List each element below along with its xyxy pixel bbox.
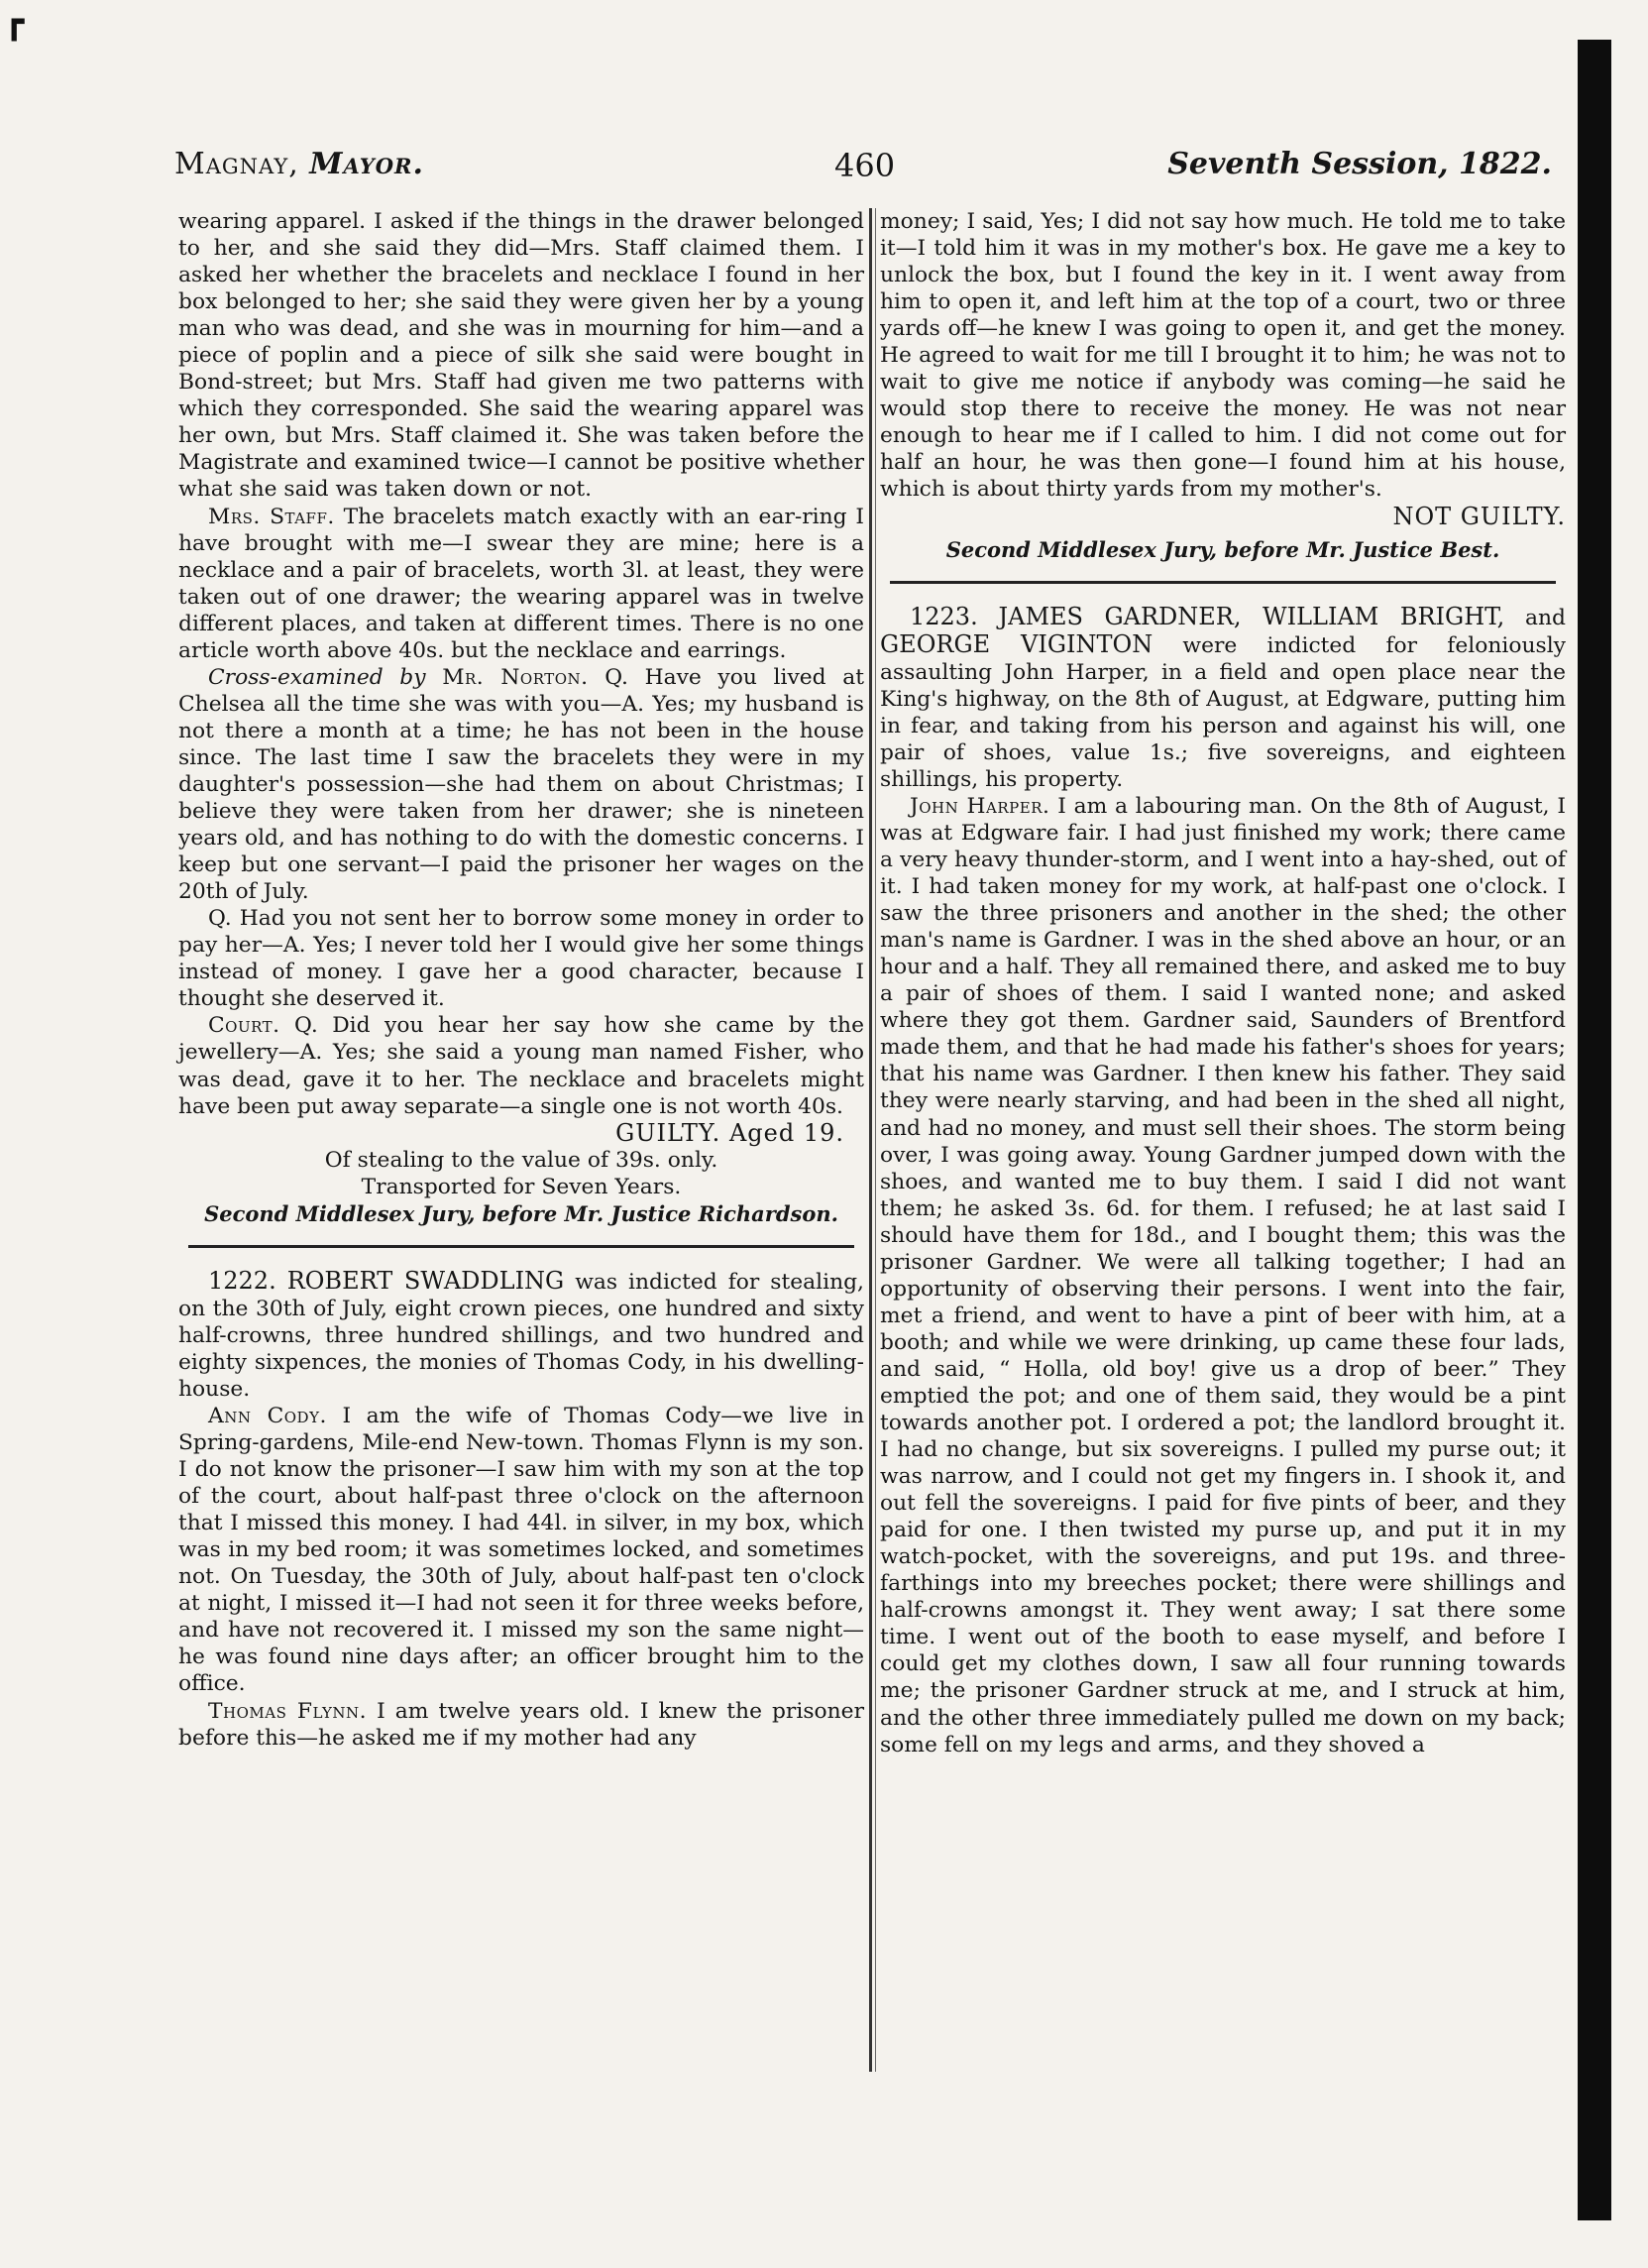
case-heading xyxy=(178,1268,864,1403)
conjunction: and xyxy=(1525,605,1567,630)
testimony-paragraph xyxy=(178,504,864,664)
page-number: 460 xyxy=(834,147,896,184)
testimony-paragraph: money; I said, Yes; I did not say how much. He told me to take it—I told him it was in my mother's box. He gave me a key to unlock the box, but I found the key in it. I went away from him to open it, and left him at the top of a court, two or three yards off—he knew I was going to open it, and get the money. He agreed to wait for me till I brought it to him; he was not to wait to give me notice if anybody was coming—he said he would stop there to receive the money. He was not near enough to hear me if I called to him. I did not come out for half an hour, he was then gone—I found him at his house, which is about thirty yards from my mother's. xyxy=(880,209,1566,503)
testimony-paragraph xyxy=(880,793,1566,1758)
jury-line: Second Middlesex Jury, before Mr. Justice Best. xyxy=(945,536,1500,562)
testimony-text: I am a labouring man. On the 8th of August, I was at Edgware fair. I had just finished my work; there came a very heavy thunder-storm, and I went into a hay-shed, out of it. I had taken money for my work, at half-past one o'clock. I saw the three prisoners and another in the shed; the other man's name is Gardner. I was in the shed above an hour, or an hour and a half. They all remained there, and asked me to buy a pair of shoes of them. I said I wanted none; and asked where they got them. Gardner said, Saunders of Brentford made them, and that he had made his father's shoes for years; that his name was Gardner. I then knew his father. They said they were nearly starving, and had been in the shed all night, and had no money, and must sell their shoes. The storm being over, I was going away. Young Gardner jumped down with the shoes, and wanted me to buy them. I said I did not want them; he asked 3s. 6d. for them. I refused; he at last said I should have them for 18d., and I bought them; this was the prisoner Gardner. We were all talking together; I had an opportunity of observing their persons. I went into the fair, met a friend, and went to have a pint of beer with him, at a booth; and while we were drinking, up came these four lads, and said, “ Holla, old boy! give us a drop of beer.” They emptied the pot; and one of them said, they would be a pint towards another pot. I ordered a pot; the landlord brought it. I had no change, but six sovereigns. I pulled my purse out; it was narrow, and I could not get my fingers in. I shook it, and out fell the sovereigns. I paid for five pints of beer, and they paid for one. I then twisted my purse up, and put it in my watch-pocket, with the sovereigns, and put 19s. and three-farthings into my breeches pocket; there were shillings and half-crowns amongst it. They went away; I sat there some time. I went out of the booth to ease myself, and before I could get my clothes down, I saw all four running towards me; the prisoner Gardner struck at me, and I struck at him, and the other three immediately pulled me down on my back; some fell on my legs and arms, and they shoved a xyxy=(880,793,1566,1758)
speaker-name: Court. xyxy=(208,1013,280,1039)
indictment-text: were indicted for feloniously assaulting John Harper, in a field and open place near the King's highway, on the 8th of August, at Edgware, putting him in fear, and taking from his person and against his will, one pair of shoes, value 1s.; five sovereigns, and eighteen shillings, his property. xyxy=(880,632,1567,792)
case-heading xyxy=(880,604,1566,793)
running-head xyxy=(174,147,424,181)
testimony-paragraph xyxy=(178,1698,864,1752)
testimony-paragraph: Q. Had you not sent her to borrow some money in order to pay her—A. Yes; I never told her I would give her some things instead of money. I gave her a good character, because I thought she deserved it. xyxy=(178,906,864,1012)
session-title: Seventh Session, 1822. xyxy=(1167,147,1552,181)
testimony-text: I am the wife of Thomas Cody—we live in Spring-gardens, Mile-end New-town. Thomas Flynn is my son. I do not know the prisoner—I saw him with my son at the top of the court, about half-past three o'clock on the afternoon that I missed this money. I had 44l. in silver, in my box, which was in my bed room; it was sometimes locked, and sometimes not. On Tuesday, the 30th of July, about half-past ten o'clock at night, I missed it—I had not seen it for three weeks before, and have not recovered it. I missed my son the same night—he was found nine days after; an officer brought him to the office. xyxy=(178,1404,864,1697)
case-separator xyxy=(890,581,1556,584)
speaker-name: John Harper. xyxy=(910,793,1050,819)
speaker-name: Mrs. Staff. xyxy=(208,504,335,529)
testimony-text: I am twelve years old. I knew the prisoner before this—he asked me if my mother had any xyxy=(178,1698,864,1751)
page-header xyxy=(174,147,1552,196)
testimony-paragraph xyxy=(178,1012,864,1119)
running-head-title: Mayor. xyxy=(309,147,424,181)
testimony-paragraph xyxy=(178,664,864,905)
defendant-name: ROBERT SWADDLING xyxy=(286,1266,565,1295)
speaker-name: Thomas Flynn. xyxy=(208,1698,368,1724)
testimony-text: Q. Have you lived at Chelsea all the time she was with you—A. Yes; my husband is not there a month at a time; he has not been in the house since. The last time I saw the bracelets they were in my daughter's possession—she had them on about Christmas; I believe they were taken from her drawer; she is nineteen years old, and has nothing to do with the domestic concerns. I keep but one servant—I paid the prisoner her wages on the 20th of July. xyxy=(178,664,864,905)
defendant-names: JAMES GARDNER, WILLIAM BRIGHT, xyxy=(998,602,1505,630)
verdict: NOT GUILTY. xyxy=(1392,502,1566,530)
right-column xyxy=(880,208,1566,1758)
defendant-name: GEORGE VIGINTON xyxy=(880,629,1154,658)
verdict: GUILTY. Aged 19. xyxy=(615,1118,844,1147)
case-number: 1223. xyxy=(910,602,978,630)
case-number: 1222. xyxy=(208,1266,276,1295)
corner-mark-icon: ┏ xyxy=(4,2,25,42)
testimony-text: The bracelets match exactly with an ear-ring I have brought with me—I swear they are mine; here is a necklace and a pair of bracelets, worth 3l. at least, they were taken out of one drawer; the wearing apparel was in twelve different places, and taken at different times. There is no one article worth above 40s. but the necklace and earrings. xyxy=(178,504,864,663)
jury-line: Second Middlesex Jury, before Mr. Justice Richardson. xyxy=(204,1200,838,1226)
running-head-name: Magnay, xyxy=(174,147,299,181)
counsel-name: Mr. Norton. xyxy=(442,664,589,690)
indictment-text: was indicted for stealing, on the 30th of July, eight crown pieces, one hundred and sixty half-crowns, three hundred shillings, and two hundred and eighty sixpences, the monies of Thomas Cody, in his dwelling-house. xyxy=(178,1269,864,1402)
left-column xyxy=(178,208,864,1752)
scan-edge-bar xyxy=(1578,40,1611,2220)
testimony-paragraph: wearing apparel. I asked if the things in the drawer belonged to her, and she said they did—Mrs. Staff claimed them. I asked her whether the bracelets and necklace I found in her box belonged to her; she said they were given her by a young man who was dead, and she was in mourning for him—and a piece of poplin and a piece of silk she said were bought in Bond-street; but Mrs. Staff had given me two patterns with which they corresponded. She said the wearing apparel was her own, but Mrs. Staff claimed it. She was taken before the Magistrate and examined twice—I cannot be positive whether what she said was taken down or not. xyxy=(178,209,864,503)
column-divider xyxy=(869,208,872,2072)
case-separator xyxy=(188,1245,854,1248)
speaker-name: Ann Cody. xyxy=(208,1404,327,1429)
verdict-detail: Of stealing to the value of 39s. only. xyxy=(324,1147,718,1173)
sentence: Transported for Seven Years. xyxy=(361,1174,682,1199)
column-divider-thin xyxy=(875,208,876,2072)
testimony-text: Q. Did you hear her say how she came by the jewellery—A. Yes; she said a young man named Fisher, who was dead, gave it to her. The necklace and bracelets might have been put away separate—a single one is not worth 40s. xyxy=(178,1013,864,1119)
cross-examined-label: Cross-examined by xyxy=(208,664,426,690)
testimony-paragraph xyxy=(178,1403,864,1698)
